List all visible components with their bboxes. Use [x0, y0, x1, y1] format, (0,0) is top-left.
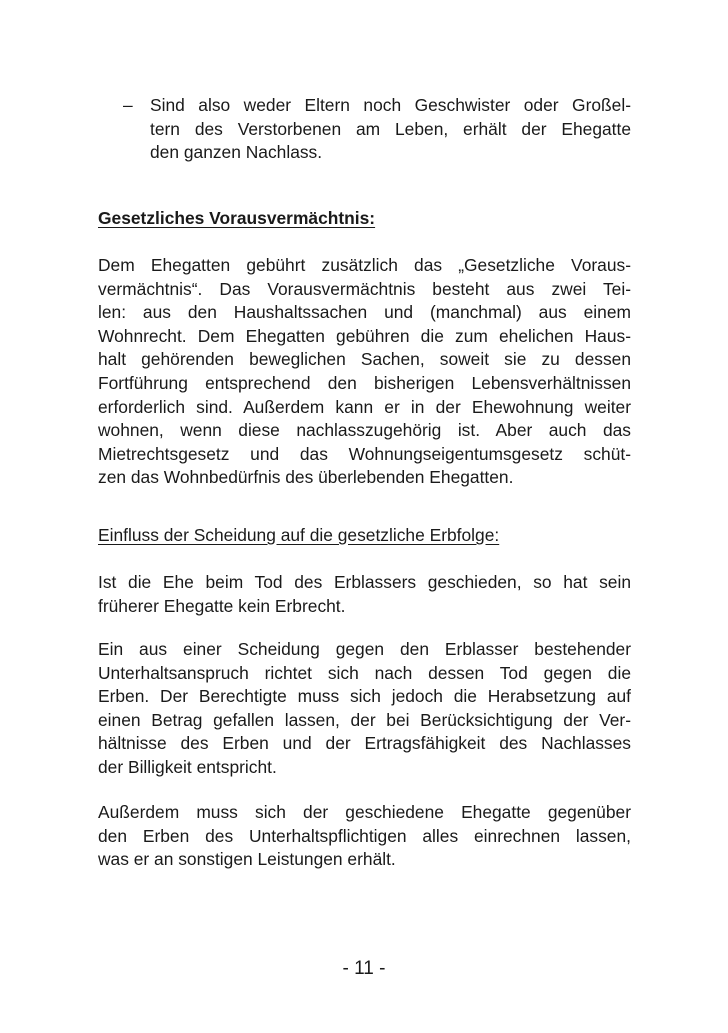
paragraph-line: einen Betrag gefallen lassen, der bei Berücksichtigung der Ver-	[98, 709, 631, 730]
paragraph-line: erforderlich sind. Außerdem kann er in der Ehewohnung weiter	[98, 396, 631, 417]
section-heading-text: Gesetzliches Vorausvermächtnis:	[98, 208, 376, 228]
paragraph-line: was er an sonstigen Leistungen erhält.	[98, 849, 396, 870]
paragraph-line: zen das Wohnbedürfnis des überlebenden Ehegatten.	[98, 467, 514, 488]
paragraph-line: Dem Ehegatten gebührt zusätzlich das „Gesetzliche Voraus-	[98, 255, 631, 275]
paragraph-line: der Billigkeit entspricht.	[98, 756, 277, 777]
paragraph-line: hältnisse des Erben und der Ertragsfähigkeit des Nachlasses	[98, 733, 631, 754]
paragraph-vorausvermaechtnis	[98, 254, 631, 490]
paragraph-line: früherer Ehegatte kein Erbrecht.	[98, 595, 346, 616]
paragraph-line: Unterhaltsanspruch richtet sich nach dessen Tod gegen die	[98, 662, 631, 683]
section-heading-scheidung	[98, 524, 631, 548]
section-heading-vorausvermaechtnis	[98, 207, 631, 231]
paragraph-line: Mietrechtsgesetz und das Wohnungseigentumsgesetz schüt-	[98, 443, 631, 464]
bullet-line: tern des Verstorbenen am Leben, erhält der Ehegatte	[150, 118, 631, 139]
page-number: - 11 -	[342, 958, 386, 979]
paragraph-line: Ist die Ehe beim Tod des Erblassers geschieden, so hat sein	[98, 572, 631, 592]
paragraph-line: den Erben des Unterhaltspflichtigen alles einrechnen lassen,	[98, 825, 631, 846]
paragraph-scheidung-3	[98, 801, 631, 872]
section-heading-text: Einfluss der Scheidung auf die gesetzliche Erbfolge:	[98, 525, 500, 545]
paragraph-line: Ein aus einer Scheidung gegen den Erblasser bestehender	[98, 639, 631, 659]
paragraph-line: wohnen, wenn diese nachlasszugehörig ist. Aber auch das	[98, 420, 631, 441]
paragraph-scheidung-1	[98, 571, 631, 618]
paragraph-line: Außerdem muss sich der geschiedene Ehegatte gegenüber	[98, 802, 631, 822]
bullet-line: den ganzen Nachlass.	[150, 142, 323, 163]
bullet-dash: –	[123, 95, 133, 115]
paragraph-line: Fortführung entsprechend den bisherigen Lebensverhältnissen	[98, 372, 631, 393]
paragraph-line: Erben. Der Berechtigte muss sich jedoch die Herabsetzung auf	[98, 686, 631, 707]
paragraph-scheidung-2	[98, 638, 631, 780]
paragraph-line: len: aus den Haushaltssachen und (manchmal) aus einem	[98, 302, 631, 323]
bullet-line: Sind also weder Eltern noch Geschwister oder Großel-	[150, 95, 631, 115]
paragraph-line: Wohnrecht. Dem Ehegatten gebühren die zum ehelichen Haus-	[98, 325, 631, 346]
paragraph-line: halt gehörenden beweglichen Sachen, soweit sie zu dessen	[98, 349, 631, 370]
bullet-item	[123, 94, 631, 165]
paragraph-line: vermächtnis“. Das Vorausvermächtnis besteht aus zwei Tei-	[98, 278, 631, 299]
